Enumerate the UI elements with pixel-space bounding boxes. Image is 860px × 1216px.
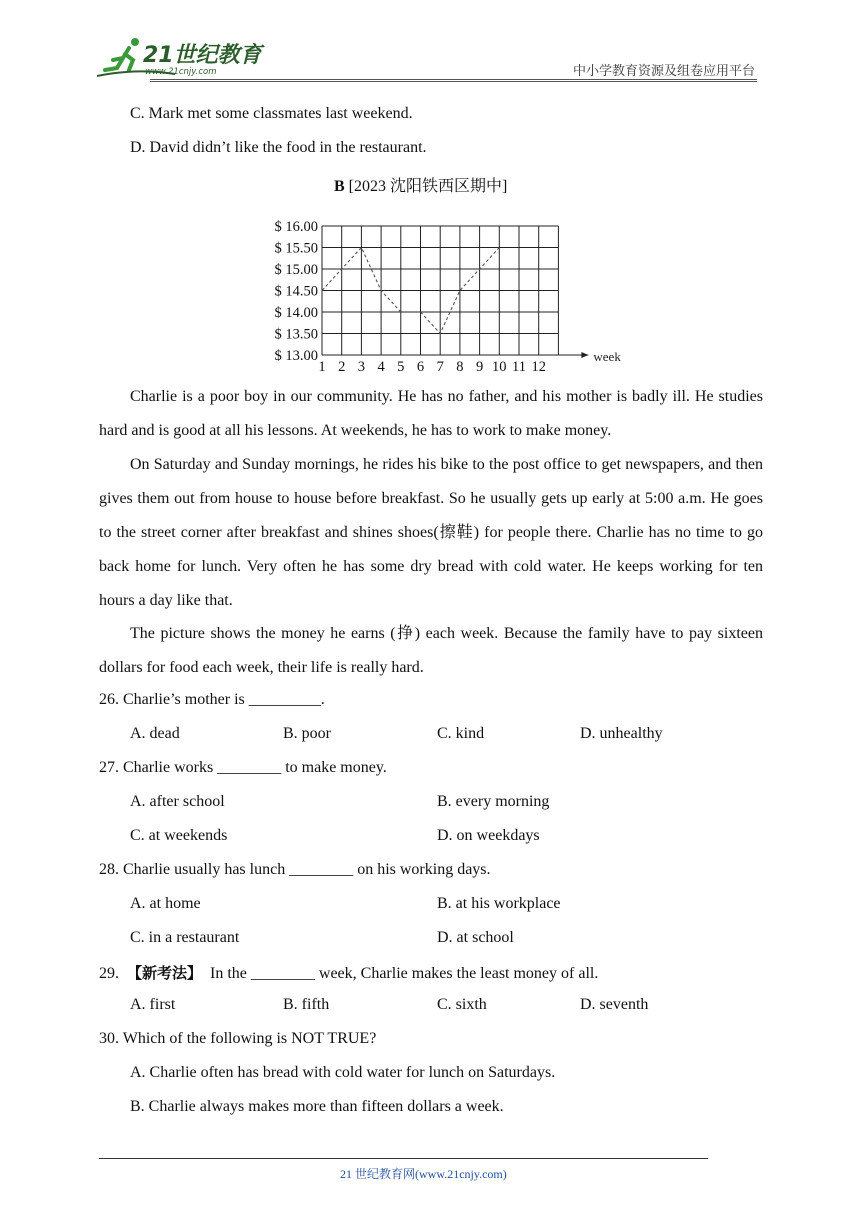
q26-option-b: B. poor (283, 725, 331, 742)
prev-option-c: C. Mark met some classmates last weekend. (130, 105, 413, 122)
section-heading (334, 173, 507, 196)
y-tick-label: $ 14.00 (274, 305, 318, 321)
x-tick-label: 3 (357, 359, 366, 375)
logo-text: 21世纪教育 (143, 43, 262, 68)
q29-option-c: C. sixth (437, 996, 487, 1013)
x-axis-label: week (593, 349, 621, 364)
footer-text: 21 世纪教育网(www.21cnjy.com) (340, 1167, 507, 1181)
x-tick-label: 6 (416, 359, 425, 375)
section-letter: B (334, 178, 345, 195)
x-tick-label: 4 (377, 359, 385, 375)
q29-option-a: A. first (130, 996, 176, 1013)
y-tick-label: $ 13.00 (274, 348, 318, 364)
y-tick-label: $ 16.00 (274, 219, 318, 235)
x-axis-ticks (318, 359, 546, 375)
q27-option-b: B. every morning (437, 793, 550, 810)
q26-option-a: A. dead (130, 725, 180, 742)
y-axis-ticks (275, 219, 319, 364)
passage-paragraph-2: On Saturday and Sunday mornings, he rides his bike to the post office to get newspapers, and then gives them out from house to house before breakfast. So he usually gets up early at 5:00 a.m. He goes to the street corner after breakfast and shines shoes(擦鞋) for people there. Charlie has no time to go back home for lunch. Very often he has some dry bread with cold water. He keeps working for ten hours a day like that. (99, 456, 763, 609)
chart-grid (322, 226, 558, 355)
x-tick-label: 8 (456, 359, 464, 375)
q29-option-b: B. fifth (283, 996, 330, 1013)
x-tick-label: 11 (512, 359, 526, 375)
question-29-stem (99, 962, 598, 983)
y-tick-label: $ 14.50 (274, 283, 318, 300)
passage-paragraph-1: Charlie is a poor boy in our community. He has no father, and his mother is badly ill. He studies hard and is good at all his lessons. At weekends, he has to work to make money. (99, 388, 763, 439)
x-tick-label: 1 (318, 359, 326, 375)
q30-option-b: B. Charlie always makes more than fifteen dollars a week. (130, 1098, 504, 1115)
x-tick-label: 10 (492, 359, 507, 375)
passage-paragraph-3: The picture shows the money he earns (挣) each week. Because the family have to pay sixteen dollars for food each week, their life is really hard. (99, 625, 763, 676)
section-source: [2023 沈阳铁西区期中] (348, 178, 508, 195)
x-tick-label: 2 (338, 359, 346, 375)
y-tick-label: $ 15.50 (274, 240, 318, 257)
question-27-stem: 27. Charlie works ________ to make money. (99, 759, 387, 776)
footer-divider (99, 1158, 708, 1159)
q26-option-d: D. unhealthy (580, 725, 663, 742)
x-tick-label: 9 (475, 359, 484, 375)
x-axis-arrow-icon (581, 352, 588, 358)
y-tick-label: $ 15.00 (274, 262, 318, 278)
q28-option-d: D. at school (437, 929, 514, 946)
x-axis (558, 349, 621, 364)
header-divider-2 (150, 81, 757, 82)
site-logo (95, 36, 265, 80)
q28-option-a: A. at home (130, 895, 201, 912)
question-28-stem: 28. Charlie usually has lunch ________ on his working days. (99, 861, 491, 878)
question-30-stem: 30. Which of the following is NOT TRUE? (99, 1030, 377, 1047)
q26-option-c: C. kind (437, 725, 485, 742)
q29-text: In the ________ week, Charlie makes the least money of all. (210, 965, 599, 982)
q29-number: 29. (99, 965, 119, 982)
earnings-chart (260, 210, 621, 378)
q29-new-method-tag: 【新考法】 (127, 964, 203, 982)
q27-option-d: D. on weekdays (437, 827, 540, 844)
q27-option-c: C. at weekends (130, 827, 228, 844)
header-platform-text: 中小学教育资源及组卷应用平台 (572, 64, 755, 79)
q28-option-b: B. at his workplace (437, 895, 561, 912)
x-tick-label: 7 (436, 359, 444, 375)
x-tick-label: 5 (397, 359, 405, 375)
prev-option-d: D. David didn’t like the food in the restaurant. (130, 139, 427, 156)
x-tick-label: 12 (531, 359, 546, 375)
q29-option-d: D. seventh (580, 996, 649, 1013)
header-divider (150, 79, 757, 80)
q30-option-a: A. Charlie often has bread with cold water for lunch on Saturdays. (130, 1064, 556, 1081)
question-26-stem: 26. Charlie’s mother is _________. (99, 691, 325, 708)
logo-url: www.21cnjy.com (145, 67, 217, 77)
q28-option-c: C. in a restaurant (130, 929, 240, 946)
y-tick-label: $ 13.50 (274, 326, 318, 343)
q27-option-a: A. after school (130, 793, 225, 810)
